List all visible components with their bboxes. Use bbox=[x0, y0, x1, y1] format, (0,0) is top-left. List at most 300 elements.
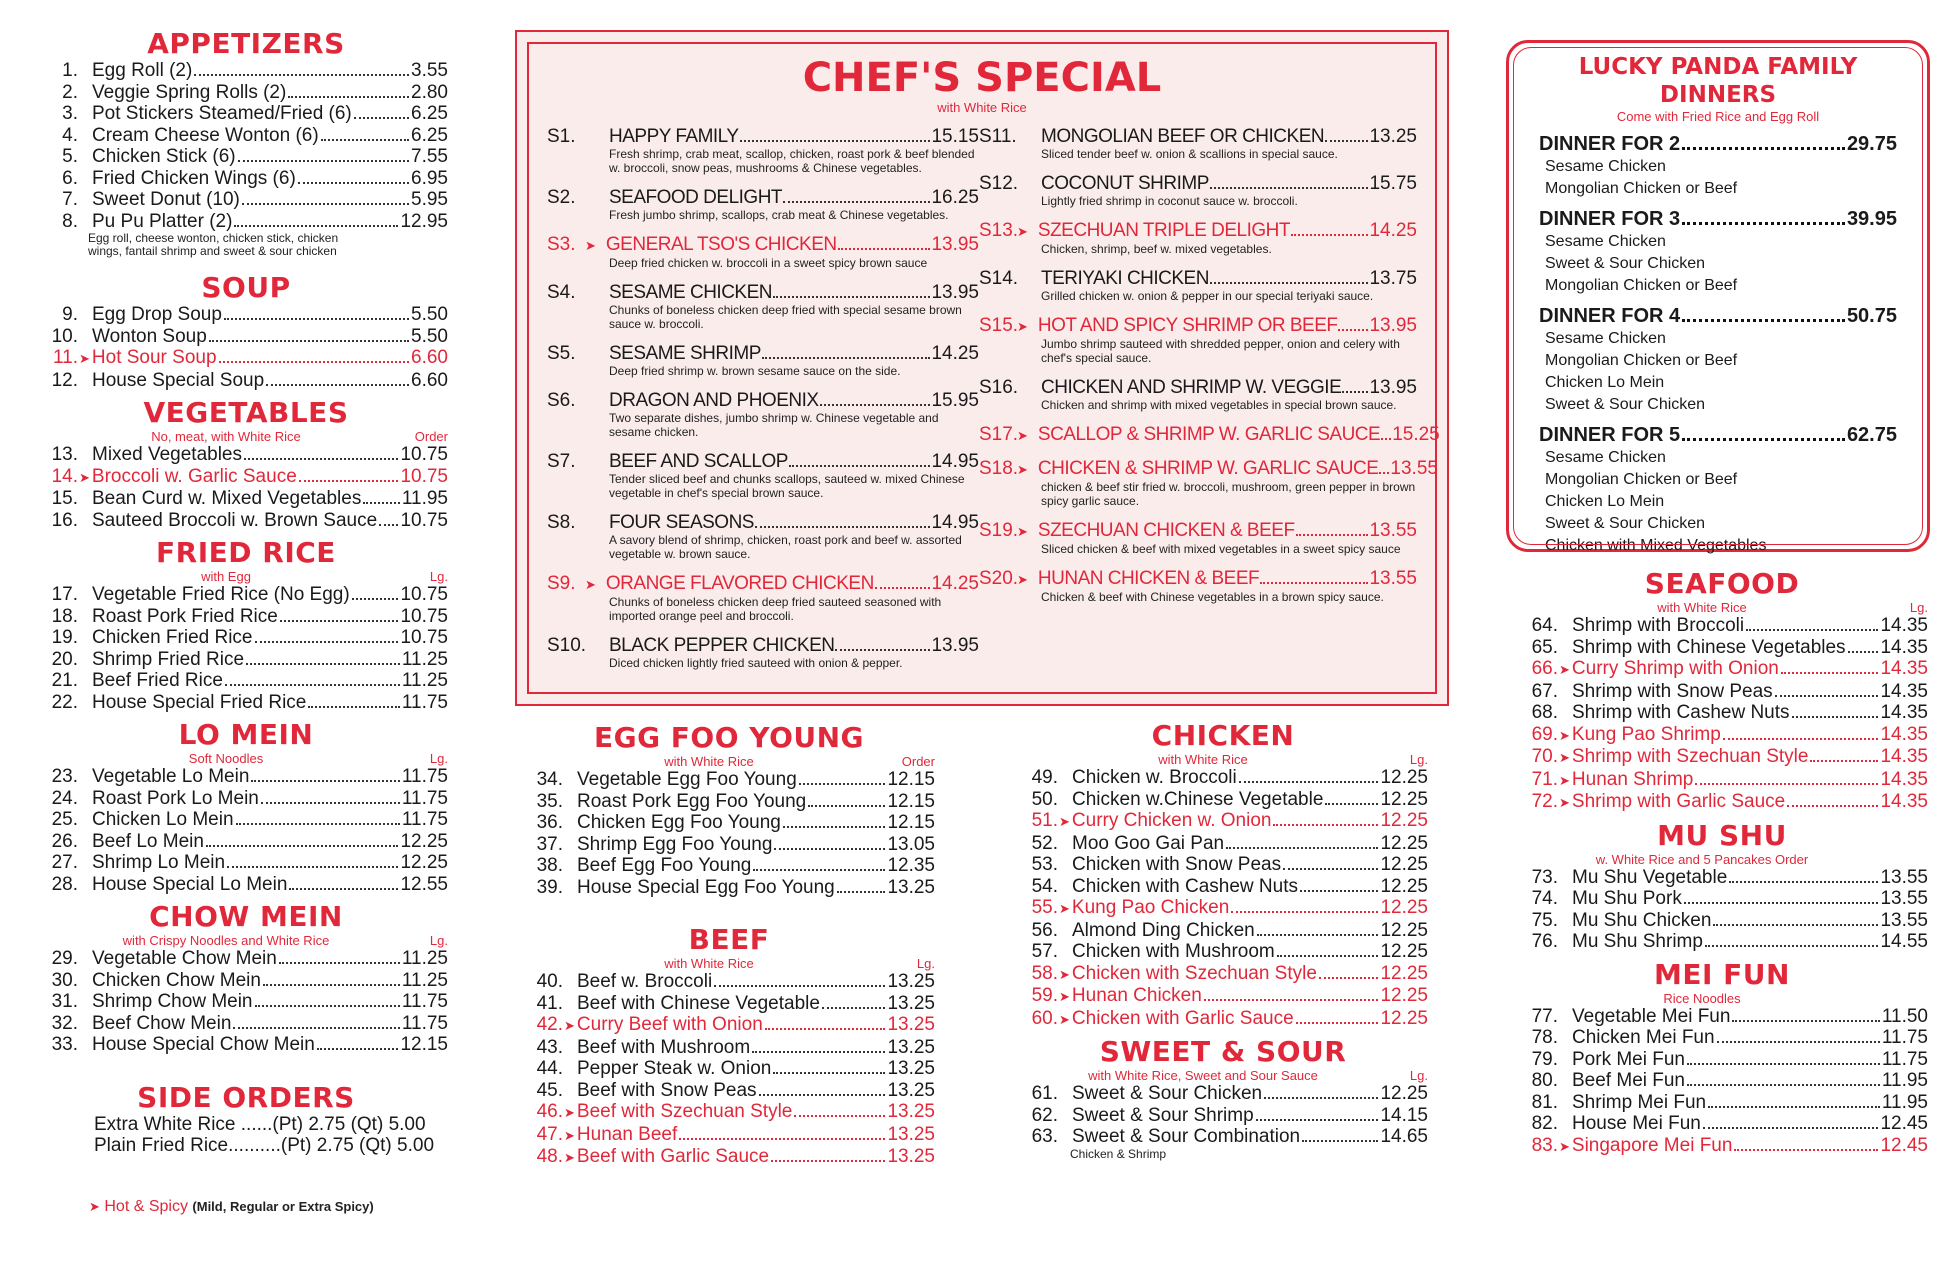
leader-dots bbox=[771, 1160, 885, 1162]
soup-title: SOUP bbox=[201, 271, 291, 304]
beef-section bbox=[523, 924, 935, 1169]
menu-item bbox=[1018, 897, 1428, 920]
item-name: Shrimp with Garlic Sauce bbox=[1571, 791, 1786, 812]
item-number: 15. bbox=[51, 488, 78, 509]
fried-rice-section bbox=[44, 537, 448, 713]
menu-item bbox=[44, 670, 448, 692]
menu-item bbox=[523, 1101, 935, 1124]
leader-dots bbox=[1732, 1020, 1879, 1022]
menu-item bbox=[1516, 702, 1928, 724]
fried-rice-subtitle: with Egg bbox=[201, 569, 251, 584]
chili-pepper-icon: ➤ bbox=[1559, 750, 1570, 765]
menu-item bbox=[1018, 833, 1428, 855]
item-price: 3.55 bbox=[411, 60, 448, 81]
item-number: 29. bbox=[51, 948, 78, 969]
chili-pepper-icon: ➤ bbox=[1559, 727, 1570, 743]
soup-section bbox=[44, 272, 448, 391]
item-number: 58. bbox=[1031, 962, 1058, 984]
menu-item bbox=[523, 1037, 935, 1059]
menu-item bbox=[44, 189, 448, 211]
menu-item bbox=[44, 831, 448, 853]
item-name: Beef Chow Mein bbox=[92, 1012, 232, 1034]
item-name: HUNAN CHICKEN & BEEF bbox=[1037, 568, 1260, 589]
chili-pepper-icon: ➤ bbox=[1017, 462, 1028, 477]
middle-right-column bbox=[1018, 720, 1428, 1161]
menu-item bbox=[1516, 724, 1928, 747]
item-number: S7. bbox=[547, 451, 576, 472]
item-number: 73. bbox=[1531, 866, 1558, 888]
item-price: 12.25 bbox=[1380, 962, 1428, 984]
chef-special-item bbox=[547, 187, 979, 222]
side-orders bbox=[44, 1082, 448, 1157]
leader-dots bbox=[234, 225, 398, 227]
leader-dots bbox=[246, 663, 400, 665]
item-number: 78. bbox=[1531, 1027, 1558, 1048]
menu-item bbox=[1516, 746, 1928, 769]
chili-pepper-icon: ➤ bbox=[1017, 319, 1028, 334]
chicken-subtitle-row bbox=[1018, 752, 1428, 767]
item-number: 14. bbox=[51, 465, 78, 487]
dinner-header bbox=[1539, 132, 1915, 156]
item-price: 14.15 bbox=[1380, 1104, 1428, 1126]
menu-item bbox=[44, 125, 448, 147]
leader-dots bbox=[794, 1115, 885, 1117]
chili-pepper-icon: ➤ bbox=[1059, 1011, 1070, 1027]
chef-special-row bbox=[979, 126, 1417, 147]
item-name: Mu Shu Chicken bbox=[1572, 909, 1712, 931]
menu-item bbox=[1516, 1135, 1928, 1158]
item-name: Fried Chicken Wings (6) bbox=[92, 167, 296, 189]
item-number: 82. bbox=[1531, 1113, 1558, 1134]
lo-mein-title: LO MEIN bbox=[178, 718, 314, 751]
right-column bbox=[1516, 568, 1928, 1157]
leader-dots bbox=[363, 502, 400, 504]
leader-dots bbox=[1746, 629, 1878, 631]
item-name: Pepper Steak w. Onion bbox=[577, 1058, 772, 1079]
chefs-special-right bbox=[979, 126, 1440, 682]
item-name: Vegetable Lo Mein bbox=[92, 766, 250, 787]
item-name: Chicken Stick (6) bbox=[92, 146, 236, 167]
beef-subtitle-row bbox=[523, 956, 935, 971]
item-price: 12.25 bbox=[1380, 810, 1428, 831]
item-description: Chicken and shrimp with mixed vegetables in special brown sauce. bbox=[1041, 398, 1397, 412]
leader-dots bbox=[838, 248, 931, 250]
item-number: S9. bbox=[547, 573, 576, 594]
item-price: 12.95 bbox=[400, 210, 448, 232]
item-price: 10.75 bbox=[400, 465, 448, 487]
item-number: 39. bbox=[536, 876, 563, 898]
leader-dots bbox=[752, 1051, 885, 1053]
leader-dots bbox=[1708, 1106, 1880, 1108]
item-number: 60. bbox=[1031, 1007, 1058, 1029]
chili-pepper-icon: ➤ bbox=[1059, 901, 1070, 916]
item-number: S20. bbox=[979, 568, 1019, 589]
leader-dots bbox=[1296, 534, 1369, 536]
leader-dots bbox=[1687, 1063, 1880, 1065]
item-name: Roast Pork Lo Mein bbox=[92, 787, 259, 809]
item-number: S10. bbox=[547, 635, 587, 656]
item-price: 11.75 bbox=[401, 766, 448, 787]
item-price: 13.95 bbox=[931, 234, 979, 255]
menu-item bbox=[44, 103, 448, 125]
item-price: 12.55 bbox=[400, 873, 448, 895]
item-name: Pu Pu Platter (2) bbox=[92, 210, 233, 232]
dinner-dish: Mongolian Chicken or Beef bbox=[1545, 352, 1738, 369]
item-name: Bean Curd w. Mixed Vegetables bbox=[92, 488, 362, 509]
item-name: Chicken with Snow Peas bbox=[1072, 854, 1282, 875]
chili-pepper-icon: ➤ bbox=[1017, 572, 1028, 587]
item-price: 14.35 bbox=[1880, 768, 1928, 790]
chef-special-row bbox=[547, 451, 979, 472]
leader-dots bbox=[227, 866, 398, 868]
item-number: 43. bbox=[536, 1036, 563, 1058]
item-number: 30. bbox=[51, 969, 78, 991]
leader-dots bbox=[219, 361, 409, 363]
item-price: 12.25 bbox=[400, 852, 448, 873]
seafood-subtitle-row bbox=[1516, 600, 1928, 615]
item-price: 11.25 bbox=[401, 648, 448, 670]
chef-special-row bbox=[547, 512, 979, 533]
item-name: Kung Pao Shrimp bbox=[1571, 723, 1721, 745]
item-price: 11.75 bbox=[1881, 1048, 1928, 1070]
leader-dots bbox=[783, 826, 886, 828]
item-number: 2. bbox=[62, 81, 78, 103]
item-name: Shrimp with Snow Peas bbox=[1572, 680, 1773, 702]
item-name: Shrimp with Szechuan Style bbox=[1571, 746, 1809, 767]
item-price: 13.25 bbox=[887, 1101, 935, 1122]
leader-dots bbox=[783, 201, 930, 203]
side-orders-title: SIDE ORDERS bbox=[137, 1080, 355, 1114]
item-number: 42. bbox=[536, 1014, 563, 1035]
item-name: Beef with Garlic Sauce bbox=[576, 1146, 770, 1167]
chef-special-row bbox=[979, 458, 1438, 480]
item-name: SZECHUAN CHICKEN & BEEF bbox=[1037, 520, 1295, 541]
leader-dots bbox=[714, 985, 885, 987]
leader-dots bbox=[251, 780, 399, 782]
menu-item bbox=[1516, 658, 1928, 681]
chef-special-item bbox=[979, 315, 1417, 365]
leader-dots bbox=[1342, 391, 1368, 393]
menu-item bbox=[44, 347, 448, 370]
leader-dots bbox=[1729, 881, 1878, 883]
item-price: 14.25 bbox=[1369, 220, 1417, 241]
chow-mein-subtitle: with Crispy Noodles and White Rice bbox=[122, 933, 330, 948]
item-price: 11.95 bbox=[1881, 1070, 1928, 1091]
item-name: Curry Chicken w. Onion bbox=[1071, 810, 1272, 831]
item-price: 10.75 bbox=[400, 627, 448, 648]
item-number: 63. bbox=[1031, 1126, 1058, 1147]
menu-item bbox=[1018, 1105, 1428, 1127]
leader-dots bbox=[225, 684, 400, 686]
menu-item bbox=[44, 326, 448, 348]
leader-dots bbox=[875, 587, 931, 589]
item-number: 10. bbox=[51, 325, 78, 347]
vegetables-title: VEGETABLES bbox=[143, 396, 349, 429]
item-price: 5.95 bbox=[411, 189, 448, 210]
item-number: 56. bbox=[1031, 919, 1058, 941]
item-number: 33. bbox=[51, 1034, 78, 1055]
item-description: Chicken & beef with Chinese vegetables in a brown spicy sauce. bbox=[1041, 590, 1384, 604]
leader-dots bbox=[1792, 716, 1879, 718]
menu-item bbox=[523, 834, 935, 856]
egg-foo-young-subtitle: with White Rice bbox=[664, 754, 754, 769]
item-name: Singapore Mei Fun bbox=[1571, 1134, 1733, 1156]
leader-dots bbox=[773, 296, 930, 298]
chef-special-row bbox=[547, 126, 979, 147]
item-name: Chicken w. Broccoli bbox=[1072, 767, 1237, 788]
chefs-special-left bbox=[547, 126, 979, 682]
leader-dots bbox=[1239, 781, 1379, 783]
item-name: Beef w. Broccoli bbox=[577, 971, 713, 992]
item-name: CHICKEN AND SHRIMP W. VEGGIE bbox=[1041, 377, 1342, 398]
leader-dots bbox=[1257, 934, 1379, 936]
leader-dots bbox=[1325, 140, 1368, 142]
item-price: 11.75 bbox=[1881, 1027, 1928, 1048]
leader-dots bbox=[820, 404, 931, 406]
mu-shu-price-label bbox=[1888, 852, 1928, 867]
menu-item bbox=[1516, 1006, 1928, 1028]
item-name: Roast Pork Egg Foo Young bbox=[577, 790, 807, 812]
item-description: Sliced tender beef w. onion & scallions in special sauce. bbox=[1041, 147, 1338, 161]
item-name: Hunan Beef bbox=[576, 1123, 678, 1145]
item-number: 21. bbox=[51, 670, 78, 691]
menu-item bbox=[1516, 1070, 1928, 1092]
item-name: TERIYAKI CHICKEN bbox=[1041, 268, 1209, 289]
item-name: Shrimp Fried Rice bbox=[92, 648, 245, 670]
item-number: 8. bbox=[62, 210, 78, 232]
item-price: 12.25 bbox=[1380, 985, 1428, 1006]
chili-pepper-icon: ➤ bbox=[585, 238, 596, 253]
item-number: 18. bbox=[51, 605, 78, 627]
item-price: 11.25 bbox=[401, 969, 448, 991]
leader-dots bbox=[1260, 582, 1368, 584]
chicken-section bbox=[1018, 720, 1428, 1030]
leader-dots bbox=[280, 620, 399, 622]
menu-item bbox=[1018, 1126, 1428, 1148]
item-number: 65. bbox=[1531, 636, 1558, 658]
menu-item bbox=[1018, 963, 1428, 986]
chef-special-row bbox=[547, 635, 979, 656]
menu-item bbox=[1516, 1027, 1928, 1049]
menu-item bbox=[1516, 1092, 1928, 1114]
item-price: 13.55 bbox=[1880, 866, 1928, 888]
chow-mein-section bbox=[44, 901, 448, 1056]
chili-pepper-icon: ➤ bbox=[1017, 224, 1028, 239]
item-name: BEEF AND SCALLOP bbox=[609, 451, 788, 472]
item-price: 11.95 bbox=[1881, 1091, 1928, 1113]
leader-dots bbox=[1291, 234, 1368, 236]
item-name: Beef with Snow Peas bbox=[577, 1079, 757, 1101]
item-name: Vegetable Fried Rice (No Egg) bbox=[92, 584, 350, 605]
mu-shu-section bbox=[1516, 820, 1928, 953]
leader-dots bbox=[1705, 945, 1879, 947]
item-number: 40. bbox=[536, 971, 563, 992]
item-number: 59. bbox=[1031, 985, 1058, 1006]
menu-item bbox=[1516, 910, 1928, 932]
item-name: Shrimp with Cashew Nuts bbox=[1572, 702, 1790, 723]
item-name: Hunan Shrimp bbox=[1571, 768, 1694, 790]
item-description: Fresh jumbo shrimp, scallops, crab meat & Chinese vegetables. bbox=[609, 208, 949, 222]
item-price: 7.55 bbox=[411, 146, 448, 167]
item-name: Pot Stickers Steamed/Fried (6) bbox=[92, 103, 352, 124]
menu-item bbox=[1516, 867, 1928, 889]
item-price: 14.55 bbox=[1880, 931, 1928, 952]
egg-foo-young-section bbox=[523, 722, 935, 898]
mu-shu-title: MU SHU bbox=[1657, 818, 1787, 852]
dinner-dish: Sesame Chicken bbox=[1545, 449, 1666, 466]
leader-dots bbox=[224, 318, 409, 320]
item-name: Vegetable Mei Fun bbox=[1572, 1005, 1731, 1027]
item-name: Sauteed Broccoli w. Brown Sauce bbox=[92, 509, 378, 531]
menu-item bbox=[44, 852, 448, 874]
dinner-dish: Mongolian Chicken or Beef bbox=[1545, 277, 1738, 294]
leader-dots bbox=[236, 823, 400, 825]
item-name: Shrimp Egg Foo Young bbox=[577, 833, 773, 855]
vegetables-price-label: Order bbox=[414, 429, 448, 444]
family-dinner bbox=[1539, 304, 1915, 416]
item-number: 22. bbox=[51, 691, 78, 713]
menu-item bbox=[44, 874, 448, 896]
leader-dots bbox=[1319, 977, 1379, 979]
menu-item bbox=[44, 510, 448, 532]
chefs-special-subtitle: with White Rice bbox=[937, 100, 1027, 115]
chili-pepper-icon: ➤ bbox=[79, 469, 90, 485]
item-name: Beef Fried Rice bbox=[92, 670, 223, 691]
leader-dots bbox=[1787, 805, 1878, 807]
item-price: 6.60 bbox=[411, 369, 448, 391]
lo-mein-section bbox=[44, 719, 448, 895]
item-description: Deep fried chicken w. broccoli in a sweet spicy brown sauce bbox=[609, 256, 928, 270]
item-number: 47. bbox=[536, 1123, 563, 1145]
item-name: Almond Ding Chicken bbox=[1072, 919, 1255, 941]
item-name: Shrimp Chow Mein bbox=[92, 991, 253, 1012]
item-number: 6. bbox=[62, 167, 78, 189]
leader-dots bbox=[242, 203, 409, 205]
menu-item bbox=[44, 766, 448, 788]
item-number: 53. bbox=[1031, 854, 1058, 875]
item-description: Deep fried shrimp w. brown sesame sauce on the side. bbox=[609, 364, 901, 378]
side-order-line: Plain Fried Rice..........(Pt) 2.75 (Qt) 5.00 bbox=[94, 1135, 435, 1156]
family-dinners-box bbox=[1506, 40, 1930, 552]
menu-item bbox=[44, 211, 448, 233]
menu-item bbox=[1018, 1008, 1428, 1031]
sweet-sour-subtitle: with White Rice, Sweet and Sour Sauce bbox=[1088, 1068, 1318, 1083]
item-price: 14.35 bbox=[1880, 702, 1928, 723]
leader-dots bbox=[1381, 438, 1391, 440]
menu-item bbox=[1516, 615, 1928, 637]
item-price: 14.25 bbox=[931, 343, 979, 364]
item-price: 12.25 bbox=[1380, 788, 1428, 810]
item-name: Vegetable Egg Foo Young bbox=[577, 769, 797, 790]
item-price: 12.15 bbox=[400, 1034, 448, 1055]
item-price: 10.75 bbox=[400, 509, 448, 531]
legend-note: (Mild, Regular or Extra Spicy) bbox=[192, 1199, 374, 1214]
item-price: 12.25 bbox=[1380, 832, 1428, 854]
menu-item bbox=[44, 606, 448, 628]
item-price: 5.50 bbox=[411, 304, 448, 325]
chefs-special-title: CHEF'S SPECIAL bbox=[802, 55, 1162, 101]
item-price: 6.25 bbox=[411, 103, 448, 124]
item-price: 13.55 bbox=[1880, 888, 1928, 909]
item-price: 13.55 bbox=[1369, 520, 1417, 541]
fried-rice-title: FRIED RICE bbox=[156, 536, 336, 569]
leader-dots bbox=[1734, 1149, 1878, 1151]
chili-pepper-icon: ➤ bbox=[564, 1105, 575, 1120]
leader-dots bbox=[755, 526, 930, 528]
menu-item bbox=[44, 304, 448, 326]
leader-dots bbox=[765, 1028, 886, 1030]
menu-item bbox=[1018, 941, 1428, 963]
item-name: Chicken Egg Foo Young bbox=[577, 812, 781, 833]
item-number: 31. bbox=[51, 991, 78, 1012]
item-price: 13.95 bbox=[931, 635, 979, 656]
item-price: 2.80 bbox=[411, 81, 448, 103]
leader-dots bbox=[1283, 868, 1378, 870]
item-price: 11.75 bbox=[401, 691, 448, 713]
leader-dots bbox=[255, 1005, 400, 1007]
chef-special-item bbox=[979, 126, 1417, 161]
mei-fun-section bbox=[1516, 959, 1928, 1158]
item-description: Fresh shrimp, crab meat, scallop, chicken, roast pork & beef blended w. broccoli, snow peas, mushrooms & Chinese vegetables. bbox=[609, 147, 975, 175]
item-number: 81. bbox=[1531, 1091, 1558, 1113]
item-description: Jumbo shrimp sauteed with shredded pepper, onion and celery with chef's special sauce. bbox=[1041, 337, 1400, 365]
item-price: 12.25 bbox=[1380, 875, 1428, 897]
item-name: GENERAL TSO'S CHICKEN bbox=[605, 234, 837, 255]
item-number: S16. bbox=[979, 377, 1019, 398]
mei-fun-subtitle: Rice Noodles bbox=[1663, 990, 1741, 1006]
menu-item bbox=[523, 1124, 935, 1147]
chef-special-item bbox=[979, 220, 1417, 256]
item-number: 52. bbox=[1031, 832, 1058, 854]
item-number: 71. bbox=[1531, 768, 1558, 790]
menu-item bbox=[523, 769, 935, 791]
item-description: Tender sliced beef and chunks scallops, sauteed w. mixed Chinese vegetable in chef's special brown sauce. bbox=[609, 472, 965, 500]
menu-item bbox=[523, 1014, 935, 1037]
item-price: 11.25 bbox=[401, 948, 448, 969]
leader-dots bbox=[1717, 1041, 1880, 1043]
sweet-sour-section bbox=[1018, 1036, 1428, 1161]
item-name: Chicken Mei Fun bbox=[1572, 1027, 1715, 1048]
item-number: 12. bbox=[51, 369, 78, 391]
chili-pepper-icon: ➤ bbox=[1559, 662, 1570, 677]
menu-item bbox=[1018, 789, 1428, 811]
family-dinners-subtitle: Come with Fried Rice and Egg Roll bbox=[1616, 109, 1820, 124]
family-dinner bbox=[1539, 207, 1915, 297]
menu-item bbox=[1516, 637, 1928, 659]
egg-foo-young-title: EGG FOO YOUNG bbox=[593, 721, 865, 754]
item-number: 45. bbox=[536, 1079, 563, 1101]
leader-dots bbox=[1682, 222, 1845, 225]
chef-special-item bbox=[547, 635, 979, 670]
dinner-name: DINNER FOR 2 bbox=[1539, 133, 1681, 155]
item-number: 17. bbox=[51, 584, 78, 605]
item-number: 50. bbox=[1031, 788, 1058, 810]
item-price: 13.25 bbox=[887, 1014, 935, 1035]
leader-dots bbox=[1296, 1022, 1379, 1024]
dinner-header bbox=[1539, 207, 1915, 231]
family-dinner bbox=[1539, 132, 1915, 200]
menu-item bbox=[44, 168, 448, 190]
item-number: S17. bbox=[979, 424, 1019, 445]
leader-dots bbox=[1684, 902, 1879, 904]
item-number: 19. bbox=[51, 627, 78, 648]
fried-rice-subtitle-row bbox=[44, 569, 448, 584]
fried-rice-price-label: Lg. bbox=[429, 569, 448, 584]
mei-fun-subtitle-row bbox=[1516, 991, 1928, 1006]
item-number: 75. bbox=[1531, 909, 1558, 931]
item-price: 12.15 bbox=[887, 790, 935, 812]
item-price: 13.55 bbox=[1369, 568, 1417, 589]
